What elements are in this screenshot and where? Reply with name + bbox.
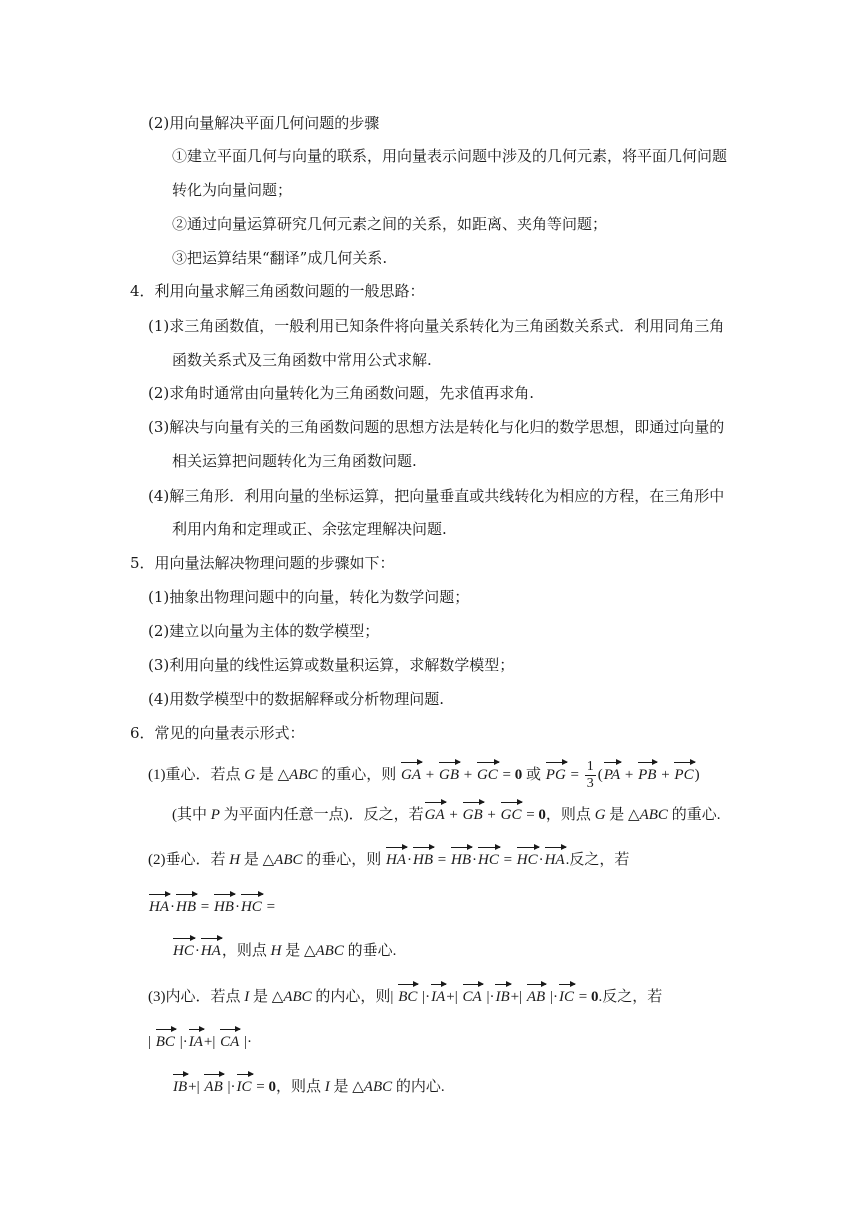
zero-vector: 0 (590, 989, 599, 1005)
text: 的内心. (395, 1079, 445, 1095)
text-line: (2)建立以向量为主体的数学模型； (148, 622, 380, 640)
vector-hb: HB (413, 852, 434, 868)
dot: · (538, 852, 544, 868)
vector-hc: HC (173, 943, 194, 959)
section-heading: 5．用向量法解决物理问题的步骤如下： (130, 554, 395, 572)
dot: · (182, 1034, 188, 1050)
text: 是 (243, 852, 259, 868)
abs-bar: | (422, 989, 426, 1005)
text-line: (2)求角时通常由向量转化为三角函数问题，先求值再求角. (148, 384, 535, 402)
abs-bar: | (390, 989, 394, 1005)
plus: + (446, 989, 455, 1005)
equals: = (570, 766, 579, 783)
equals: = (578, 989, 588, 1005)
vector-hc: HC (240, 899, 262, 915)
vector-gb: GB (462, 807, 483, 823)
incenter-converse-line-2 (172, 1077, 445, 1097)
plus: + (203, 1034, 213, 1050)
vector-ca: CA (462, 989, 482, 1005)
triangle-symbol: △ (303, 943, 316, 959)
point-h: H (270, 943, 282, 959)
abs-bar: | (227, 1079, 231, 1095)
text-line: 相关运算把问题转化为三角函数问题. (172, 452, 417, 470)
point-h: H (229, 852, 241, 868)
plus: + (510, 989, 520, 1005)
vector-ca: CA (220, 1034, 240, 1050)
zero-vector: 0 (538, 807, 546, 823)
plus: + (463, 766, 473, 783)
vector-hc: HC (516, 852, 538, 868)
abs-bar: | (486, 989, 490, 1005)
triangle-abc: ABC (639, 807, 668, 823)
text: 的内心，则 (315, 989, 391, 1005)
text: (1)重心．若点 (148, 766, 241, 783)
dot: · (247, 1034, 253, 1050)
text: ，则点 (221, 943, 267, 959)
vector-ha: HA (386, 852, 407, 868)
triangle-abc: ABC (315, 943, 344, 959)
text: 或 (526, 766, 542, 783)
equals: = (437, 852, 447, 868)
plus: + (188, 1079, 197, 1095)
text: (2)垂心．若 (148, 852, 226, 868)
dot: · (489, 989, 495, 1005)
point-g: G (244, 766, 256, 783)
plus: + (661, 766, 670, 783)
vector-gc: GC (476, 766, 498, 783)
vector-ia: IA (188, 1034, 203, 1050)
orthocenter-converse-line-1 (148, 897, 275, 917)
numerator: 1 (586, 759, 594, 774)
dot: · (194, 943, 200, 959)
dot: · (471, 852, 477, 868)
incenter-converse-line-1 (148, 1032, 252, 1052)
abs-bar: | (148, 1034, 152, 1050)
orthocenter-converse-line-2 (172, 941, 396, 961)
text-line: (1)抽象出物理问题中的向量，转化为数学问题； (148, 588, 470, 606)
plus: + (425, 766, 435, 783)
text: (其中 (172, 807, 207, 823)
text: 的重心. (671, 807, 721, 823)
dot: · (234, 899, 240, 915)
plus: + (449, 807, 458, 823)
orthocenter-formula-line (148, 850, 629, 870)
dot: · (407, 852, 413, 868)
section-heading: 4．利用向量求解三角函数问题的一般思路： (130, 282, 425, 300)
vector-pb: PB (638, 766, 657, 783)
triangle-symbol: △ (277, 766, 290, 783)
abs-bar: | (549, 989, 553, 1005)
vector-pc: PC (674, 766, 694, 783)
dot: · (552, 989, 558, 1005)
plus: + (487, 807, 496, 823)
equals: = (200, 899, 210, 915)
triangle-abc: ABC (274, 852, 303, 868)
vector-ib: IB (495, 989, 510, 1005)
equals: = (256, 1079, 265, 1095)
text: .反之，若 (598, 989, 663, 1005)
centroid-converse-line (172, 805, 720, 825)
text: ，则点 (545, 807, 591, 823)
text-line: ②通过向量运算研究几何元素之间的关系，如距离、夹角等问题； (172, 215, 608, 233)
abs-bar: | (244, 1034, 248, 1050)
point-g: G (594, 807, 606, 823)
text-line: ③把运算结果“翻译”成几何关系. (172, 249, 388, 267)
triangle-symbol: △ (352, 1079, 364, 1095)
vector-ga: GA (424, 807, 445, 823)
text: (3)内心．若点 (148, 989, 241, 1005)
vector-bc: BC (155, 1034, 175, 1050)
text: ，则点 (275, 1079, 321, 1095)
text: 是 (253, 989, 269, 1005)
paren: ) (694, 766, 700, 783)
text: 是 (285, 943, 301, 959)
text: 是 (609, 807, 625, 823)
text: .反之，若 (565, 852, 630, 868)
equals: = (502, 766, 512, 783)
abs-bar: | (212, 1034, 216, 1050)
text-line: 转化为向量问题； (172, 181, 293, 199)
point-i: I (324, 1079, 330, 1095)
abs-bar: | (454, 989, 458, 1005)
vector-gc: GC (500, 807, 522, 823)
zero-vector: 0 (514, 766, 523, 783)
vector-ic: IC (558, 989, 574, 1005)
text-line: 函数关系式及三角函数中常用公式求解. (172, 351, 432, 369)
text-line: (2)用向量解决平面几何问题的步骤 (148, 114, 380, 132)
denominator: 3 (586, 776, 594, 791)
equals: = (266, 899, 276, 915)
text-line: ①建立平面几何与向量的联系，用向量表示问题中涉及的几何元素，将平面几何问题 (172, 147, 728, 165)
text: 是 (258, 766, 274, 783)
abs-bar: | (196, 1079, 200, 1095)
triangle-symbol: △ (262, 852, 275, 868)
vector-ha: HA (200, 943, 221, 959)
abs-bar: | (519, 989, 523, 1005)
incenter-formula-line (148, 987, 662, 1007)
vector-ic: IC (236, 1079, 252, 1095)
dot: · (230, 1079, 236, 1095)
vector-gb: GB (438, 766, 459, 783)
text-line: (1)求三角函数值，一般利用已知条件将向量关系转化为三角函数关系式．利用同角三角 (148, 317, 725, 335)
section-heading: 6．常见的向量表示形式： (130, 724, 305, 742)
abs-bar: | (179, 1034, 183, 1050)
vector-ga: GA (401, 766, 422, 783)
triangle-abc: ABC (363, 1079, 393, 1095)
vector-ab: AB (204, 1079, 223, 1095)
vector-ha: HA (149, 899, 169, 915)
fraction-one-third (585, 759, 596, 792)
plus: + (624, 766, 634, 783)
vector-hc: HC (477, 852, 499, 868)
equals: = (526, 807, 535, 823)
vector-ab: AB (526, 989, 546, 1005)
dot: · (170, 899, 175, 915)
triangle-abc: ABC (289, 766, 318, 783)
vector-ha: HA (544, 852, 565, 868)
vector-hb: HB (450, 852, 471, 868)
centroid-formula-line (148, 759, 700, 792)
text: 的重心，则 (321, 766, 397, 783)
text-line: (3)解决与向量有关的三角函数问题的思想方法是转化与化归的数学思想，即通过向量的 (148, 418, 725, 436)
vector-bc: BC (398, 989, 418, 1005)
point-p: P (210, 807, 220, 823)
text-line: (4)用数学模型中的数据解释或分析物理问题. (148, 690, 445, 708)
equals: = (503, 852, 513, 868)
dot: · (425, 989, 431, 1005)
vector-pa: PA (603, 766, 621, 783)
vector-hb: HB (213, 899, 234, 915)
text-line: 利用内角和定理或正、余弦定理解决问题. (172, 520, 447, 538)
text-line: (3)利用向量的线性运算或数量积运算，求解数学模型； (148, 656, 515, 674)
text: 是 (333, 1079, 349, 1095)
triangle-abc: ABC (283, 989, 312, 1005)
point-i: I (244, 989, 250, 1005)
text: 为平面内任意一点)．反之，若 (223, 807, 424, 823)
triangle-symbol: △ (628, 807, 640, 823)
vector-ia: IA (431, 989, 446, 1005)
triangle-symbol: △ (271, 989, 284, 1005)
zero-vector: 0 (268, 1079, 276, 1095)
text: 的垂心，则 (306, 852, 382, 868)
text: 的垂心. (347, 943, 397, 959)
vector-ib: IB (173, 1079, 188, 1095)
vector-hb: HB (176, 899, 196, 915)
vector-pg: PG (545, 766, 566, 783)
text-line: (4)解三角形．利用向量的坐标运算，把向量垂直或共线转化为相应的方程，在三角形中 (148, 487, 725, 505)
paren: ( (597, 766, 603, 783)
